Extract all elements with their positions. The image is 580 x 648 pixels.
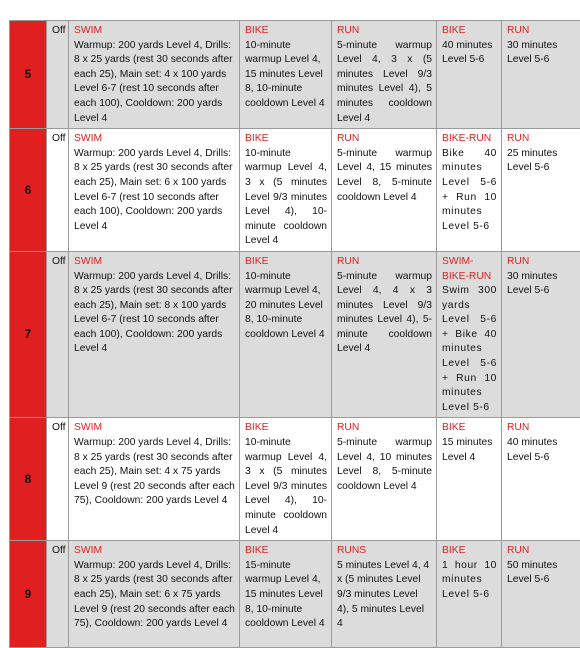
sun-workout-cell — [502, 418, 580, 541]
workout-description: Warmup: 200 yards Level 4, Drills: 8 x 25 yards (rest 30 seconds after each 25), Main set: 4 x 100 yards Level 6-7 (rest 10 seconds after each 100), Cooldown: 200 yards Level 4 — [74, 39, 235, 127]
run-workout-cell — [332, 129, 437, 252]
workout-description: 30 minutes Level 5-6 — [507, 270, 576, 299]
workout-title: RUN — [507, 421, 576, 436]
workout-title: BIKE — [245, 255, 327, 270]
workout-description: 10-minute warmup Level 4, 3 x (5 minutes Level 9/3 minutes Level 4), 10-minute cooldown Level 4 — [245, 147, 327, 249]
workout-title: RUN — [337, 255, 432, 270]
week-row — [10, 541, 580, 648]
monday-off-cell: Off — [47, 129, 69, 252]
workout-title: BIKE — [442, 24, 497, 39]
workout-description: 10-minute warmup Level 4, 3 x (5 minutes Level 9/3 minutes Level 4), 10-minute cooldown Level 4 — [245, 436, 327, 538]
workout-description: Warmup: 200 yards Level 4, Drills: 8 x 25 yards (rest 30 seconds after each 25), Main set: 4 x 75 yards Level 9 (rest 20 seconds after each 75), Cooldown: 200 yards Level 4 — [74, 436, 235, 509]
workout-title: BIKE-RUN — [442, 132, 497, 147]
bike-workout-cell — [240, 251, 332, 418]
workout-description: Warmup: 200 yards Level 4, Drills: 8 x 25 yards (rest 30 seconds after each 25), Main set: 6 x 75 yards Level 9 (rest 20 seconds after each 75), Cooldown: 200 yards Level 4 — [74, 559, 235, 632]
workout-title: BIKE — [245, 421, 327, 436]
week-number: 5 — [10, 21, 47, 129]
workout-title: RUN — [507, 24, 576, 39]
workout-description: Swim 300 yards Level 5-6 + Bike 40 minutes Level 5-6 + Run 10 minutes Level 5-6 — [442, 284, 497, 415]
swim-workout-cell — [69, 541, 240, 648]
workout-title: SWIM — [74, 255, 235, 270]
bike-workout-cell — [240, 129, 332, 252]
workout-description: 5-minute warmup Level 4, 4 x 3 minutes Level 9/3 minutes Level 4), 5-minute cooldown Level 4 — [337, 270, 432, 358]
sun-workout-cell — [502, 129, 580, 252]
workout-description: 15-minute warmup Level 4, 15 minutes Level 8, 10-minute cooldown Level 4 — [245, 559, 327, 632]
swim-workout-cell — [69, 418, 240, 541]
workout-title: BIKE — [245, 24, 327, 39]
workout-description: 5-minute warmup Level 4, 10 minutes Level 8, 5-minute cooldown Level 4 — [337, 436, 432, 494]
workout-title: BIKE — [442, 544, 497, 559]
workout-title: SWIM-BIKE-RUN — [442, 255, 497, 284]
workout-description: 25 minutes Level 5-6 — [507, 147, 576, 176]
training-plan-body — [10, 21, 580, 648]
workout-description: 10-minute warmup Level 4, 15 minutes Level 8, 10-minute cooldown Level 4 — [245, 39, 327, 112]
workout-title: SWIM — [74, 421, 235, 436]
sat-workout-cell — [437, 418, 502, 541]
workout-description: Warmup: 200 yards Level 4, Drills: 8 x 25 yards (rest 30 seconds after each 25), Main set: 6 x 100 yards Level 6-7 (rest 10 seconds after each 100), Cooldown: 200 yards Level 4 — [74, 147, 235, 235]
monday-off-cell: Off — [47, 21, 69, 129]
workout-title: RUNS — [337, 544, 432, 559]
workout-description: Warmup: 200 yards Level 4, Drills: 8 x 25 yards (rest 30 seconds after each 25), Main set: 8 x 100 yards Level 6-7 (rest 10 seconds after each 100), Cooldown: 200 yards Level 4 — [74, 270, 235, 358]
workout-description: 1 hour 10 minutes Level 5-6 — [442, 559, 497, 603]
workout-title: SWIM — [74, 544, 235, 559]
run-workout-cell — [332, 21, 437, 129]
workout-title: SWIM — [74, 132, 235, 147]
workout-title: RUN — [507, 132, 576, 147]
workout-description: 40 minutes Level 5-6 — [442, 39, 497, 68]
sat-workout-cell — [437, 21, 502, 129]
workout-title: SWIM — [74, 24, 235, 39]
workout-description: 5-minute warmup Level 4, 3 x (5 minutes Level 9/3 minutes Level 4), 5 minutes cooldown Level 4 — [337, 39, 432, 127]
sun-workout-cell — [502, 541, 580, 648]
run-workout-cell — [332, 251, 437, 418]
workout-title: RUN — [337, 24, 432, 39]
bike-workout-cell — [240, 418, 332, 541]
run-workout-cell — [332, 541, 437, 648]
workout-title: BIKE — [442, 421, 497, 436]
swim-workout-cell — [69, 129, 240, 252]
workout-title: BIKE — [245, 544, 327, 559]
workout-description: 15 minutes Level 4 — [442, 436, 497, 465]
workout-description: 40 minutes Level 5-6 — [507, 436, 576, 465]
week-row — [10, 21, 580, 129]
sat-workout-cell — [437, 541, 502, 648]
workout-description: 5 minutes Level 4, 4 x (5 minutes Level 9/3 minutes Level 4), 5 minutes Level 4 — [337, 559, 432, 632]
week-row — [10, 129, 580, 252]
monday-off-cell: Off — [47, 418, 69, 541]
sun-workout-cell — [502, 21, 580, 129]
week-number: 6 — [10, 129, 47, 252]
monday-off-cell: Off — [47, 541, 69, 648]
run-workout-cell — [332, 418, 437, 541]
week-number: 7 — [10, 251, 47, 418]
bike-workout-cell — [240, 541, 332, 648]
week-number: 8 — [10, 418, 47, 541]
workout-title: RUN — [507, 544, 576, 559]
workout-title: RUN — [507, 255, 576, 270]
sun-workout-cell — [502, 251, 580, 418]
workout-title: RUN — [337, 421, 432, 436]
workout-title: RUN — [337, 132, 432, 147]
week-row — [10, 251, 580, 418]
workout-description: 10-minute warmup Level 4, 20 minutes Level 8, 10-minute cooldown Level 4 — [245, 270, 327, 343]
monday-off-cell: Off — [47, 251, 69, 418]
workout-description: 30 minutes Level 5-6 — [507, 39, 576, 68]
sat-workout-cell — [437, 129, 502, 252]
swim-workout-cell — [69, 251, 240, 418]
swim-workout-cell — [69, 21, 240, 129]
workout-description: 50 minutes Level 5-6 — [507, 559, 576, 588]
training-plan-table — [9, 20, 580, 648]
week-number: 9 — [10, 541, 47, 648]
bike-workout-cell — [240, 21, 332, 129]
workout-title: BIKE — [245, 132, 327, 147]
workout-description: Bike 40 minutes Level 5-6 + Run 10 minutes Level 5-6 — [442, 147, 497, 235]
week-row — [10, 418, 580, 541]
workout-description: 5-minute warmup Level 4, 15 minutes Level 8, 5-minute cooldown Level 4 — [337, 147, 432, 205]
sat-workout-cell — [437, 251, 502, 418]
